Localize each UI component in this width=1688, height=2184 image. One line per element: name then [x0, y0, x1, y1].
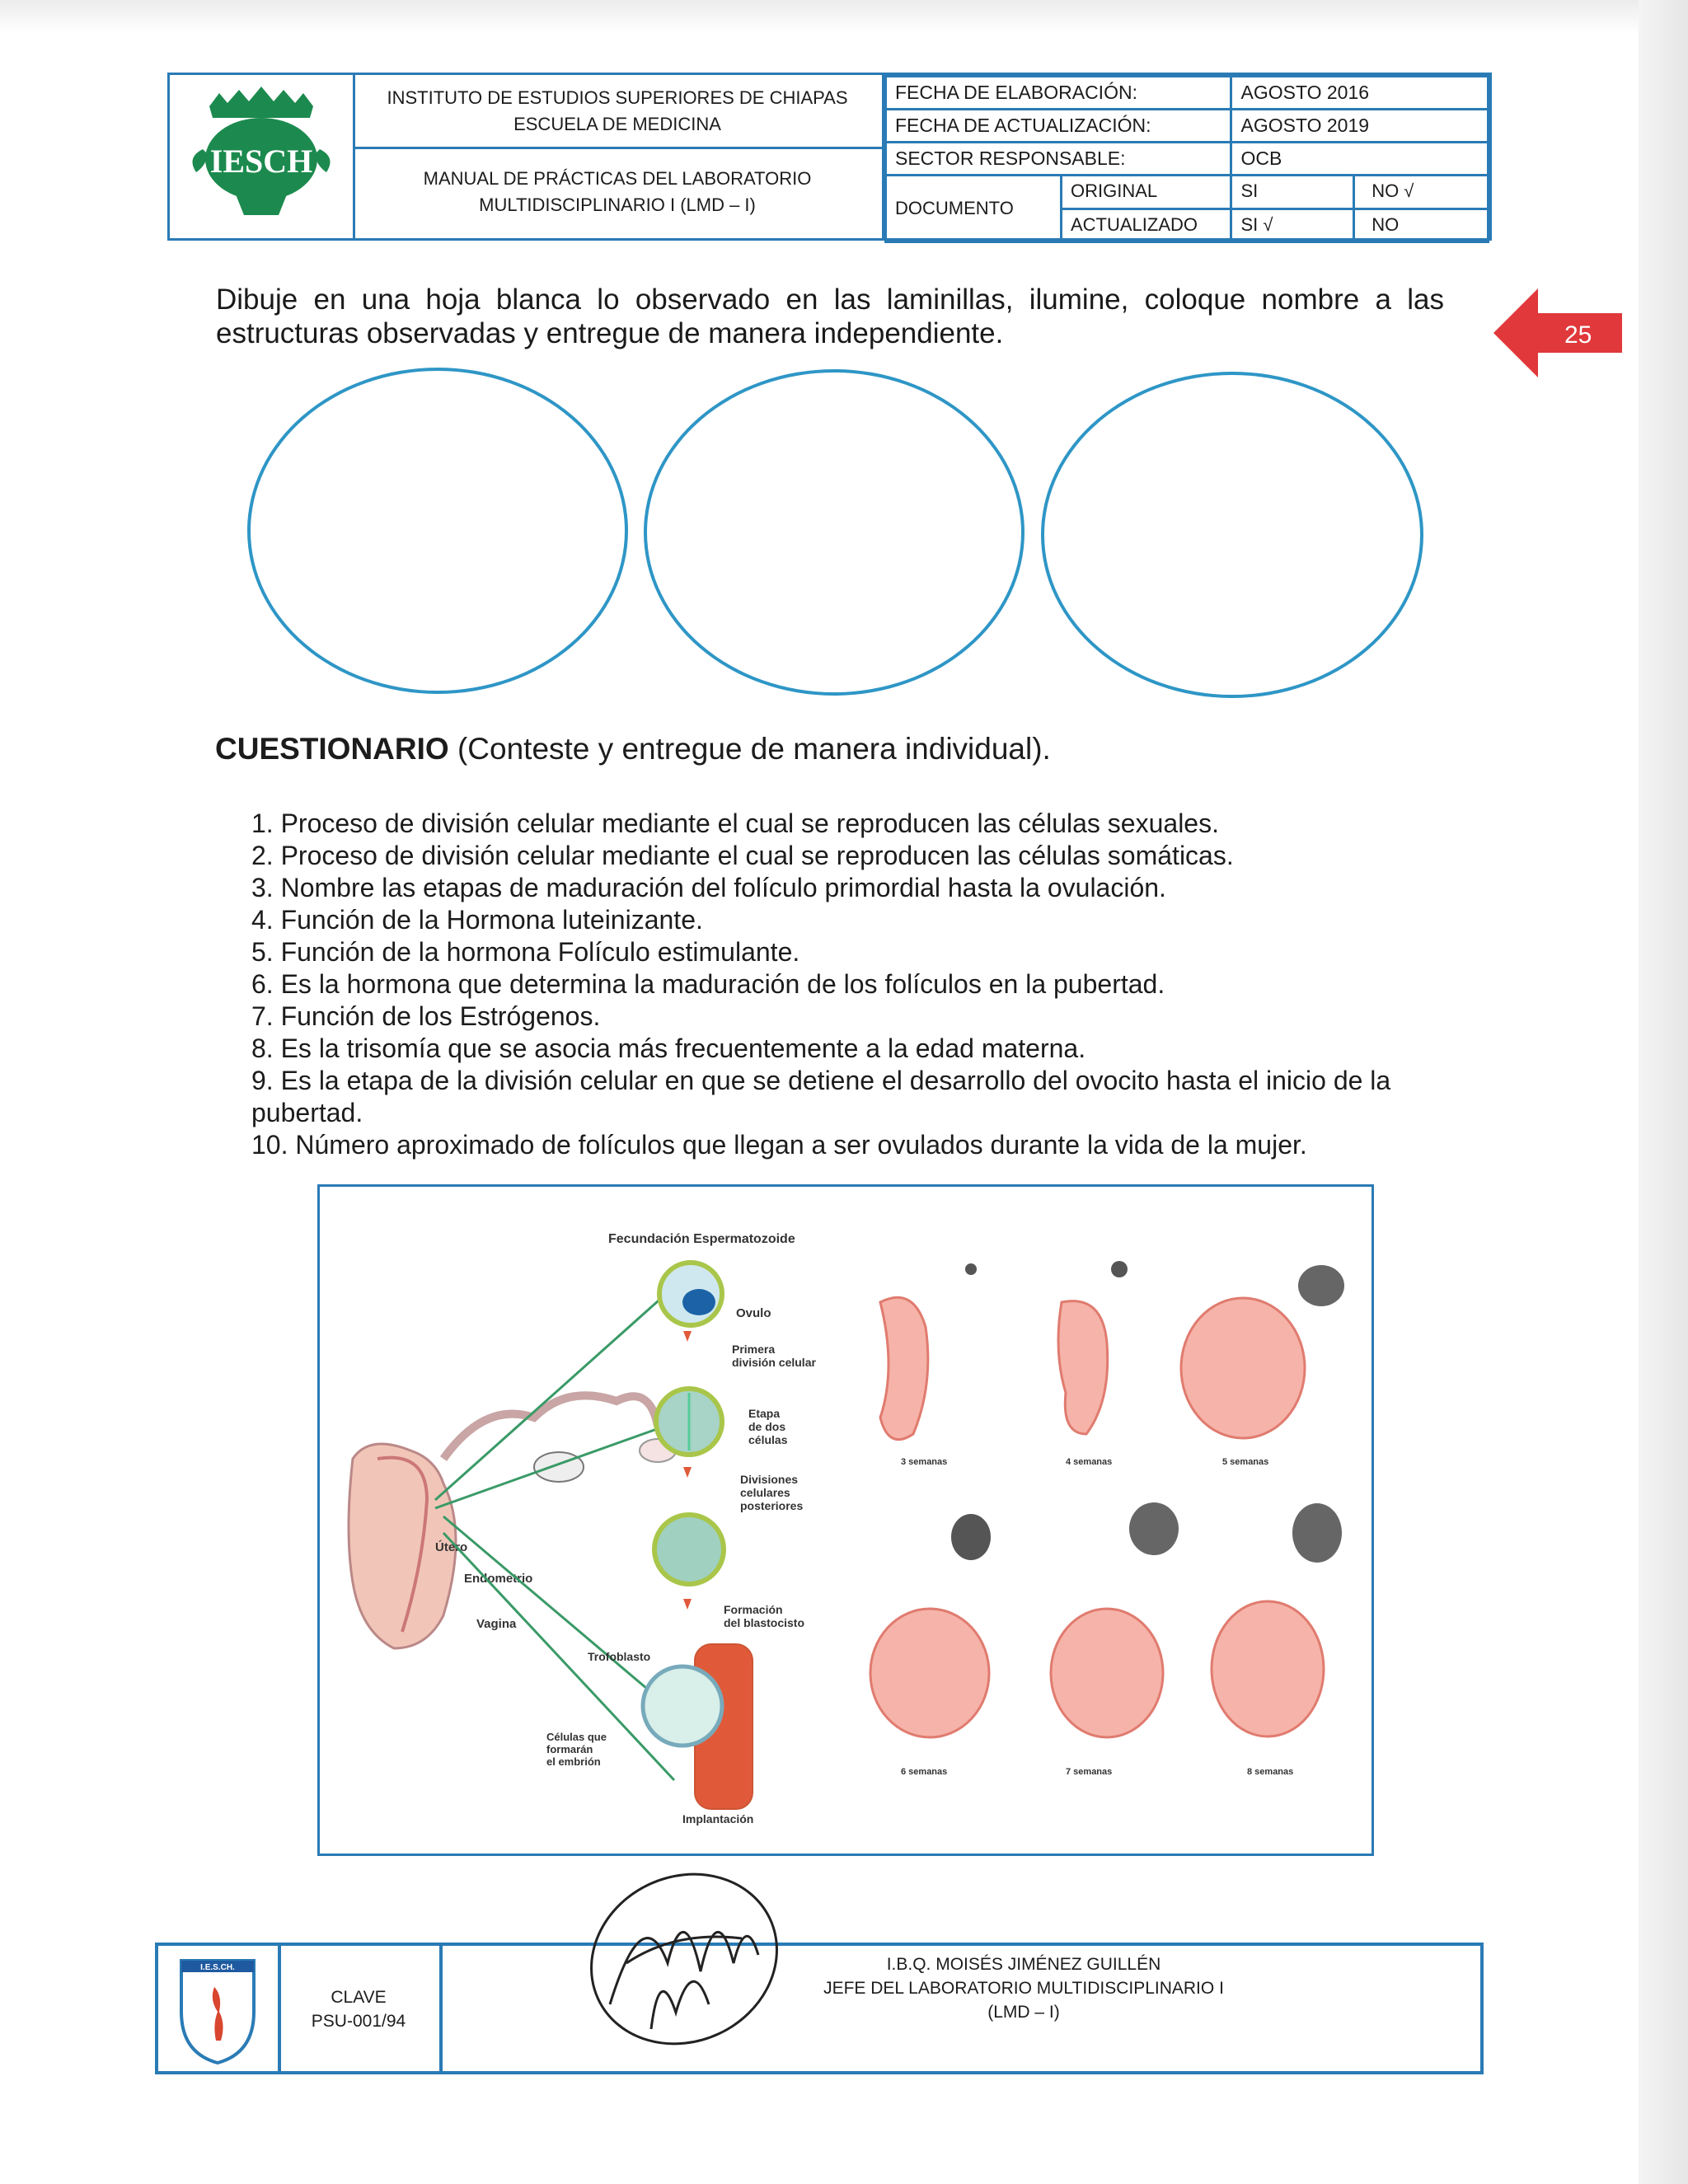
- document-header: [167, 73, 1492, 241]
- label-celulas: células: [748, 1433, 788, 1446]
- signer-title: JEFE DEL LABORATORIO MULTIDISCIPLINARIO I: [823, 1979, 1224, 1998]
- embryo-4-weeks: [1058, 1261, 1128, 1434]
- question-item: 5. Función de la hormona Folículo estimulante.: [251, 937, 800, 967]
- question-item: 10. Número aproximado de folículos que llegan a ser ovulados durante la vida de la mujer.: [251, 1130, 1307, 1160]
- institute-cell: [353, 75, 884, 149]
- drawing-instructions: Dibuje en una hoja blanca lo observado en las laminillas, ilumine, coloque nombre a las estructuras observadas y entregue de manera independiente.: [216, 284, 1444, 349]
- question-list: [251, 808, 1438, 1161]
- label-el-embrion: el embrión: [546, 1755, 601, 1768]
- label-formacion: Formación: [724, 1603, 783, 1616]
- question-item: 9. Es la etapa de la división celular en que se detiene el desarrollo del ovocito hasta el inicio de la pubertad.: [251, 1066, 1391, 1127]
- question-item: 7. Función de los Estrógenos.: [251, 1001, 601, 1031]
- actualizado-no: NO: [1372, 214, 1400, 235]
- label-utero: Útero: [435, 1540, 468, 1554]
- signer-block: [735, 1952, 1312, 2024]
- clave-label: CLAVE: [331, 1988, 387, 2007]
- embryo-8-weeks: [1212, 1503, 1342, 1736]
- label-dedos: de dos: [748, 1420, 786, 1433]
- original-label: ORIGINAL: [1062, 176, 1230, 210]
- iesch-shield-logo: [158, 1946, 281, 2071]
- question-item: 6. Es la hormona que determina la maduración de los folículos en la pubertad.: [251, 969, 1165, 999]
- uterus-illustration: [349, 1395, 676, 1648]
- actualizado-label: ACTUALIZADO: [1071, 214, 1198, 235]
- label-4-semanas: 4 semanas: [1066, 1457, 1113, 1467]
- question-item: 4. Función de la Hormona luteinizante.: [251, 905, 703, 935]
- question-item: 8. Es la trisomía que se asocia más frecuentemente a la edad materna.: [251, 1033, 1086, 1063]
- label-trofoblasto: Trofoblasto: [588, 1650, 651, 1663]
- label-endometrio: Endometrio: [464, 1572, 533, 1586]
- embryo-5-weeks: [1181, 1265, 1344, 1438]
- svg-text:IESCH: IESCH: [209, 143, 313, 180]
- questionnaire-title: CUESTIONARIO: [215, 732, 449, 766]
- label-3-semanas: 3 semanas: [901, 1457, 948, 1467]
- label-fecundacion: Fecundación Espermatozoide: [608, 1232, 795, 1246]
- document-footer: [155, 1943, 1484, 2074]
- manual-cell: [353, 149, 884, 238]
- manual-title-line2: MULTIDISCIPLINARIO I (LMD – I): [479, 194, 756, 215]
- drawing-circle-2: [644, 369, 1025, 696]
- original-no: NO √: [1355, 176, 1487, 210]
- drawing-circle-1: [247, 368, 628, 694]
- label-formaran: formarán: [546, 1743, 593, 1755]
- questionnaire-heading: [215, 732, 1051, 766]
- questionnaire-subtitle: (Conteste y entregue de manera individual).: [448, 732, 1051, 766]
- label-6-semanas: 6 semanas: [901, 1767, 948, 1777]
- handwritten-signature: [577, 1864, 799, 2070]
- blastocyst: [643, 1666, 722, 1746]
- scan-shadow-right: [1639, 0, 1688, 2184]
- label-5-semanas: 5 semanas: [1222, 1457, 1269, 1467]
- page-number: 25: [1564, 321, 1592, 349]
- svg-text:I.E.S.CH.: I.E.S.CH.: [200, 1963, 235, 1972]
- label-vagina: Vagina: [476, 1617, 517, 1631]
- label-7-semanas: 7 semanas: [1066, 1767, 1113, 1777]
- question-item: 3. Nombre las etapas de maduración del folículo primordial hasta la ovulación.: [251, 873, 1166, 902]
- fecha-elaboracion-label: FECHA DE ELABORACIÓN:: [886, 77, 1231, 110]
- label-8-semanas: 8 semanas: [1247, 1767, 1294, 1777]
- label-implantacion: Implantación: [682, 1812, 754, 1825]
- label-celulares: celulares: [740, 1486, 790, 1499]
- question-item: 2. Proceso de división celular mediante el cual se reproducen las células somáticas.: [251, 841, 1234, 870]
- school-name: ESCUELA DE MEDICINA: [513, 114, 721, 134]
- label-ovulo: Ovulo: [736, 1306, 771, 1320]
- embryo-7-weeks: [1051, 1502, 1179, 1737]
- iesch-logo: [170, 75, 355, 238]
- clave-cell: [278, 1946, 443, 2071]
- fecha-elaboracion-value: AGOSTO 2016: [1231, 77, 1489, 110]
- clave-value: PSU-001/94: [311, 2012, 406, 2031]
- label-primera: Primera: [732, 1343, 776, 1356]
- embryo-3-weeks: [880, 1263, 977, 1440]
- signer-unit: (LMD – I): [987, 2003, 1060, 2022]
- label-divisiones: Divisiones: [740, 1473, 799, 1486]
- sector-value: OCB: [1231, 143, 1489, 176]
- scan-shadow-top: [0, 0, 1688, 33]
- documento-label: DOCUMENTO: [887, 176, 1062, 241]
- embryo-6-weeks: [870, 1514, 991, 1737]
- document-info-table: [884, 75, 1489, 243]
- actualizado-si: SI √: [1240, 214, 1273, 235]
- label-etapa: Etapa: [748, 1407, 781, 1420]
- morula: [654, 1515, 724, 1584]
- label-posteriores: posteriores: [740, 1499, 804, 1512]
- question-item: 1. Proceso de división celular mediante el cual se reproducen las células sexuales.: [251, 808, 1219, 838]
- signer-name: I.B.Q. MOISÉS JIMÉNEZ GUILLÉN: [886, 1955, 1161, 1974]
- sector-label: SECTOR RESPONSABLE:: [886, 143, 1231, 176]
- page-number-tab: [1493, 288, 1622, 377]
- label-division: división celular: [732, 1356, 816, 1369]
- fecha-actualizacion-value: AGOSTO 2019: [1231, 110, 1489, 143]
- embryology-figure: [317, 1184, 1374, 1856]
- label-celulas-que: Células que: [546, 1731, 607, 1743]
- manual-title-line1: MANUAL DE PRÁCTICAS DEL LABORATORIO: [423, 168, 812, 189]
- label-blastocisto: del blastocisto: [724, 1616, 805, 1629]
- drawing-circle-3: [1041, 372, 1423, 698]
- original-si: SI: [1232, 176, 1353, 210]
- institute-name: INSTITUTO DE ESTUDIOS SUPERIORES DE CHIAPAS: [387, 87, 848, 108]
- fecha-actualizacion-label: FECHA DE ACTUALIZACIÓN:: [886, 110, 1231, 143]
